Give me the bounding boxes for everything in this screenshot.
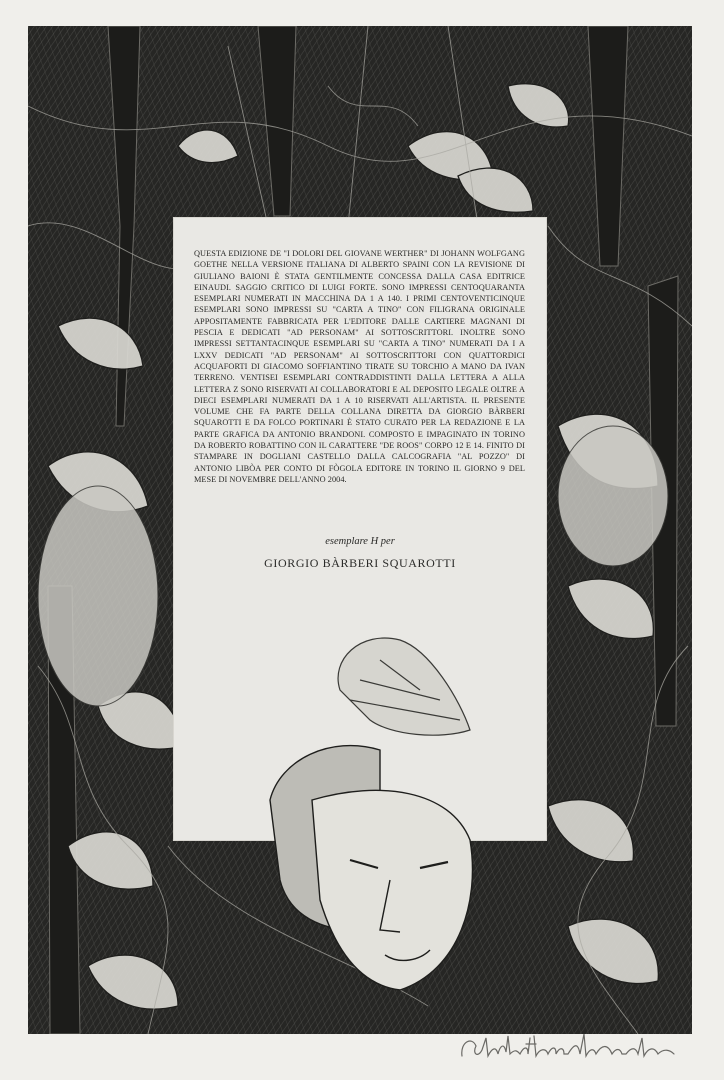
butterfly-icon — [338, 638, 470, 735]
mask-face-icon — [270, 746, 472, 990]
copy-designation: esemplare H per — [325, 536, 395, 547]
artist-signature — [456, 1028, 696, 1068]
dedicatee-name: GIORGIO BÀRBERI SQUAROTTI — [264, 556, 456, 570]
colophon-text: QUESTA EDIZIONE DE "I DOLORI DEL GIOVANE WERTHER" DI JOHANN WOLFGANG GOETHE NELLA VERSIONE ITALIANA DI ALBERTO SPAINI CON LA REVISIONE DI GIULIANO BAIONI È STATA GENTILMENTE CONCESSA DALLA CASA EDITRICE EINAUDI. SAGGIO CRITICO DI LUIGI FORTE. SONO IMPRESSI CENTOQUARANTA ESEMPLARI NUMERATI IN MACCHINA DA 1 A 140. I PRIMI CENTOVENTICINQUE ESEMPLARI SONO IMPRESSI SU "CARTA A TINO" CON FILIGRANA ORIGINALE APPOSITAMENTE FABBRICATA PER L'EDITORE DALLE CARTIERE MAGNANI DI PESCIA E DEDICATI "AD PERSONAM" AI SOTTOSCRITTORI. INOLTRE SONO IMPRESSI SETTANTACINQUE ESEMPLARI SU "CARTA A TINO" NUMERATI DA I A LXXV DEDICATI "AD PERSONAM" AI SOTTOSCRITTORI CON QUATTORDICI ACQUAFORTI DI GIACOMO SOFFIANTINO TIRATE SU TORCHIO A MANO DA IVAN TERRENO. VENTISEI ESEMPLARI CONTRADDISTINTI DALLA LETTERA A ALLA LETTERA Z SONO RISERVATI AI COLLABORATORI E AL DEPOSITO LEGALE OLTRE A DIECI ESEMPLARI NUMERATI DA 1 A 10 RISERVATI ALL'ARTISTA. IL PRESENTE VOLUME CHE FA PARTE DELLA COLLANA DIRETTA DA GIORGIO BÀRBERI SQUAROTTI E DA FOLCO PORTINARI È STATO CURATO PER LA REDAZIONE E LA PARTE GRAFICA DA ANTONIO BRANDONI. COMPOSTO E IMPAGINATO IN TORINO DA ROBERTO ROBATTINO CON IL CARATTERE "DE ROOS" CORPO 12 E 14. FINITO DI STAMPARE IN DOGLIANI CASTELLO DALLA CALCOGRAFIA "AL POZZO" DI ANTONIO LIBÒA PER CONTO DI FÒGOLA EDITORE IN TORINO IL GIORNO 9 DEL MESE DI NOVEMBRE DELL'ANNO 2004. — [194, 249, 525, 484]
